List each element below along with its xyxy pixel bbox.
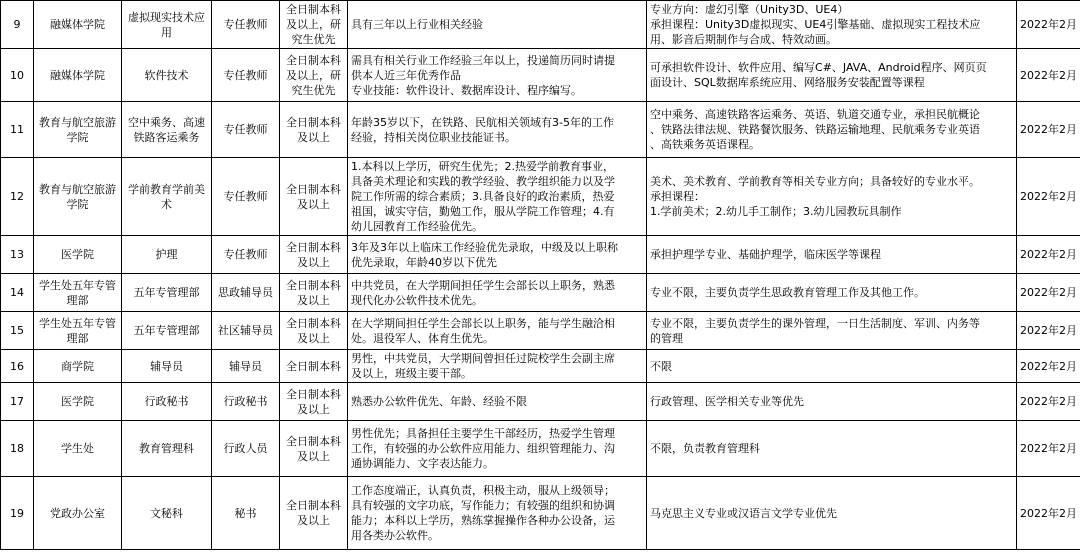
row-number: 10 [1,49,34,102]
row-number: 12 [1,158,34,236]
department-cell: 党政办公室 [34,477,122,550]
education-cell: 全日制本科及以上，研究生优先 [280,1,348,49]
education-cell: 全日制本科及以上 [280,158,348,236]
requirements-cell-line: 现代化办公软件技术优先。 [351,293,483,307]
date-cell: 2022年2月 [1017,102,1080,158]
date-cell: 2022年2月 [1017,1,1080,49]
position-cell: 社区辅导员 [212,312,280,350]
date-cell: 2022年2月 [1017,383,1080,421]
major-cell: 软件技术 [122,49,212,102]
direction-cell-line: 不限，负责教育管理科 [650,442,760,455]
requirements-cell [348,477,647,550]
requirements-cell-line: 处。退役军人、体育生优先。 [351,331,494,345]
row-number: 15 [1,312,34,350]
education-cell: 全日制本科及以上 [280,477,348,550]
requirements-cell-line: 具备美术理论和实践的教学经验、教学组织能力以及学 [351,175,615,188]
direction-cell-line: 承担课程：Unity3D虚拟现实、UE4引擎基础、虚拟现实工程技术应 [650,18,981,31]
requirements-cell-line: 年龄35岁以下，在铁路、民航相关领域有3-5年的工作 [351,115,614,129]
direction-cell [647,383,1017,421]
direction-cell-line: 承担课程： [650,190,705,203]
requirements-cell-line: 男性，中共党员，大学期间曾担任过院校学生会副主席 [351,352,615,365]
position-cell: 行政人员 [212,421,280,477]
requirements-cell-line: 院工作所需的综合素质；3.具备良好的政治素质，热爱 [351,190,615,203]
row-number: 13 [1,236,34,274]
direction-cell-line: 面设计、SQL数据库系统应用、网络服务安装配置等课程 [650,76,925,89]
position-cell: 思政辅导员 [212,274,280,312]
requirements-cell-line: 通协调能力、文字表达能力。 [351,457,494,470]
direction-cell-line: 用、影音后期制作与合成、特效动画。 [650,33,837,46]
table-row [1,383,1080,421]
direction-cell [647,421,1017,477]
requirements-cell-line: 祖国，诚实守信，勤勉工作，服从学院工作管理；4.有 [351,205,615,218]
date-cell: 2022年2月 [1017,49,1080,102]
direction-cell-line: 的管理 [650,331,683,345]
department-cell: 教育与航空旅游学院 [34,102,122,158]
direction-cell [647,102,1017,158]
requirements-cell [348,49,647,102]
education-cell: 全日制本科 [280,350,348,383]
requirements-cell [348,102,647,158]
direction-cell-line: 、高铁乘务英语课程。 [650,138,760,151]
row-number: 11 [1,102,34,158]
position-cell: 专任教师 [212,1,280,49]
table-row [1,274,1080,312]
education-cell: 全日制本科及以上 [280,312,348,350]
requirements-cell [348,236,647,274]
position-cell: 辅导员 [212,350,280,383]
requirements-cell-line: 1.本科以上学历，研究生优先；2.热爱学前教育事业， [351,160,614,173]
requirements-cell-line: 熟悉办公软件优先、年龄、经验不限 [351,395,527,408]
table-row [1,102,1080,158]
major-cell: 行政秘书 [122,383,212,421]
direction-cell [647,158,1017,236]
requirements-cell-line: 专业技能：软件设计、数据库设计、程序编写。 [351,83,582,97]
direction-cell-line: 空中乘务、高速铁路客运乘务、英语、轨道交通专业，承担民航概论 [650,108,980,121]
date-cell: 2022年2月 [1017,421,1080,477]
education-cell: 全日制本科及以上 [280,383,348,421]
position-cell: 专任教师 [212,158,280,236]
position-cell: 行政秘书 [212,383,280,421]
major-cell: 五年专管理部 [122,274,212,312]
requirements-cell [348,312,647,350]
requirements-cell-line: 具有三年以上行业相关经验 [351,18,483,31]
row-number: 14 [1,274,34,312]
major-cell: 文秘科 [122,477,212,550]
position-cell: 秘书 [212,477,280,550]
requirements-cell [348,158,647,236]
row-number: 9 [1,1,34,49]
position-cell: 专任教师 [212,49,280,102]
department-cell: 教育与航空旅游学院 [34,158,122,236]
table-row [1,477,1080,550]
direction-cell-line: 马克思主义专业或汉语言文学专业优先 [650,506,837,520]
direction-cell-line: 专业不限，主要负责学生思政教育管理工作及其他工作。 [650,286,925,299]
requirements-cell-line: 具有较强的文字功底，写作能力；有较强的组织和协调 [351,499,615,512]
department-cell: 学生处五年专管理部 [34,274,122,312]
direction-cell-line: 行政管理、医学相关专业等优先 [650,395,804,408]
position-cell: 专任教师 [212,236,280,274]
requirements-cell-line: 幼儿园教育工作经验优先。 [351,220,483,233]
direction-cell-line: 美术、美术教育、学前教育等相关专业方向；具备较好的专业水平。 [650,175,980,188]
direction-cell [647,274,1017,312]
major-cell: 教育管理科 [122,421,212,477]
direction-cell [647,312,1017,350]
row-number: 17 [1,383,34,421]
table-row [1,236,1080,274]
major-cell: 学前教育学前美术 [122,158,212,236]
requirements-cell [348,383,647,421]
requirements-cell-line: 优先录取，年龄40岁以下优先 [351,255,497,269]
direction-cell [647,1,1017,49]
table-row [1,350,1080,383]
requirements-cell-line: 在大学期间担任学生会部长以上职务，能与学生融洽相 [351,316,615,330]
department-cell: 商学院 [34,350,122,383]
direction-cell-line: 专业方向：虚幻引擎（Unity3D、UE4） [650,3,849,16]
department-cell: 医学院 [34,236,122,274]
direction-cell-line: 可承担软件设计、软件应用、编写C#、JAVA、Android程序、网页页 [650,61,987,74]
requirements-cell [348,274,647,312]
major-cell: 五年专管理部 [122,312,212,350]
requirements-cell-line: 男性优先；具备担任主要学生干部经历，热爱学生管理 [351,427,615,440]
department-cell: 融媒体学院 [34,1,122,49]
requirements-cell-line: 3年及3年以上临床工作经验优先录取，中级及以上职称 [351,240,618,254]
requirements-cell-line: 及以上，班级主要干部。 [351,367,472,380]
requirements-cell [348,1,647,49]
major-cell: 辅导员 [122,350,212,383]
education-cell: 全日制本科及以上 [280,274,348,312]
requirements-cell-line: 能力；本科以上学历，熟练掌握操作各种办公设备，运 [351,514,615,527]
row-number: 19 [1,477,34,550]
requirements-cell [348,421,647,477]
requirements-cell-line: 需具有相关行业工作经验三年以上，投递简历同时请提 [351,53,615,67]
date-cell: 2022年2月 [1017,312,1080,350]
education-cell: 全日制本科及以上 [280,421,348,477]
date-cell: 2022年2月 [1017,477,1080,550]
table-body [1,1,1080,550]
direction-cell-line: 1.学前美术；2.幼儿手工制作；3.幼儿园教玩具制作 [650,205,902,218]
major-cell: 空中乘务、高速铁路客运乘务 [122,102,212,158]
position-cell: 专任教师 [212,102,280,158]
direction-cell-line: 专业不限，主要负责学生的课外管理，一日生活制度、军训、内务等 [650,316,980,330]
requirements-cell [348,350,647,383]
direction-cell-line: 不限 [650,359,672,373]
direction-cell-line: 承担护理学专业、基础护理学，临床医学等课程 [650,248,881,261]
date-cell: 2022年2月 [1017,274,1080,312]
department-cell: 学生处 [34,421,122,477]
major-cell: 护理 [122,236,212,274]
direction-cell [647,350,1017,383]
requirements-cell-line: 工作，有较强的办公软件应用能力、组织管理能力、沟 [351,442,615,455]
table-row [1,158,1080,236]
direction-cell-line: 、铁路法律法规、铁路餐饮服务、铁路运输地理、民航乘务专业英语 [650,123,980,136]
major-cell: 虚拟现实技术应用 [122,1,212,49]
table-row [1,1,1080,49]
date-cell: 2022年2月 [1017,236,1080,274]
table-row [1,421,1080,477]
department-cell: 学生处五年专管理部 [34,312,122,350]
direction-cell [647,49,1017,102]
direction-cell [647,477,1017,550]
education-cell: 全日制本科及以上，研究生优先 [280,49,348,102]
requirements-cell-line: 经验，持相关岗位职业技能证书。 [351,130,516,144]
table-row [1,312,1080,350]
department-cell: 融媒体学院 [34,49,122,102]
education-cell: 全日制本科及以上 [280,236,348,274]
education-cell: 全日制本科及以上 [280,102,348,158]
department-cell: 医学院 [34,383,122,421]
row-number: 16 [1,350,34,383]
direction-cell [647,236,1017,274]
date-cell: 2022年2月 [1017,350,1080,383]
table-row [1,49,1080,102]
date-cell: 2022年2月 [1017,158,1080,236]
requirements-cell-line: 供本人近三年优秀作品 [351,68,461,82]
row-number: 18 [1,421,34,477]
requirements-cell-line: 用各类办公软件。 [351,529,439,542]
requirements-cell-line: 工作态度端正，认真负责，积极主动，服从上级领导； [351,484,615,497]
requirements-cell-line: 中共党员，在大学期间担任学生会部长以上职务，熟悉 [351,278,615,292]
